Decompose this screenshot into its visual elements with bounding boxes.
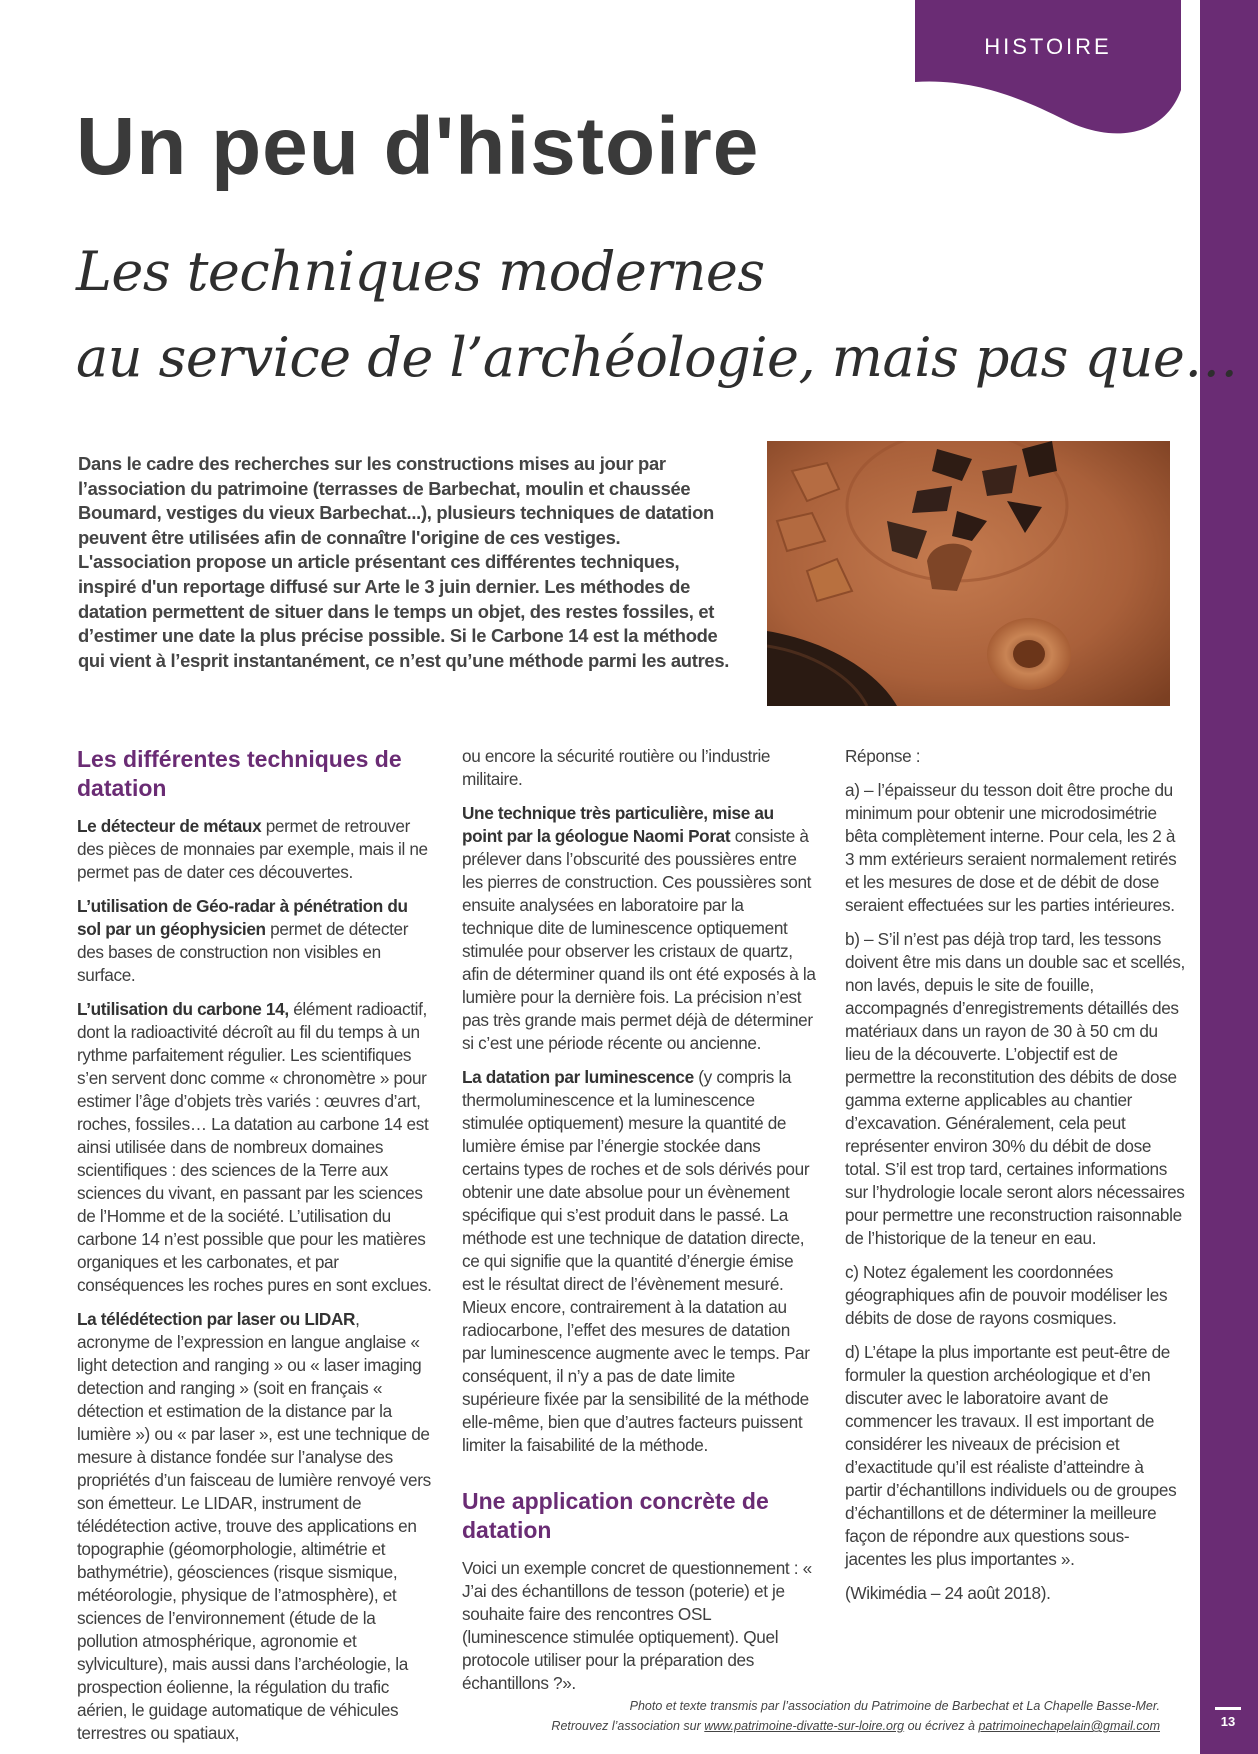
paragraph-text: (y compris la thermoluminescence et la luminescence stimulée optiquement) mesure la quantité de lumière émise par l’énergie stockée dans certains types de roches et de sols dérivés pour obtenir une date absolue pour un évènement spécifique qui s’est produit dans le passé. La méthode est une technique de datation directe, ce qui signifie que la quantité d’énergie émise est le résultat direct de l’évènement mesuré. Mieux encore, contrairement à la datation au radiocarbone, l’effet des mesures de datation par luminescence augmente avec le temps. Par conséquent, il n’y a pas de date limite supérieure fixée par la sensibilité de la méthode elle-même, bien que d’autres facteurs puissent limiter la faisabilité de la méthode. bbox=[462, 1067, 810, 1455]
paragraph-carbon14 bbox=[77, 998, 432, 1297]
section-heading-application: Une application concrète de datation bbox=[462, 1488, 769, 1543]
paragraph-answer-d: d) L’étape la plus importante est peut-être de formuler la question archéologique et d’en discuter avec le laboratoire avant de commencer les travaux. Il est important de considérer les niveaux de précision et d’exactitude qu’il est réaliste d’atteindre à partir d’échantillons individuels ou de groupes d’échantillons et de déterminer la meilleure façon de répondre aux questions sous-jacentes les plus importantes ». bbox=[845, 1342, 1177, 1569]
paragraph-luminescence bbox=[462, 1066, 817, 1457]
column-1 bbox=[77, 745, 432, 1754]
email-link[interactable]: patrimoinechapelain@gmail.com bbox=[978, 1719, 1160, 1733]
paragraph-source: (Wikimédia – 24 août 2018). bbox=[845, 1583, 1051, 1603]
paragraph-response-label: Réponse : bbox=[845, 746, 921, 766]
website-link[interactable]: www.patrimoine-divatte-sur-loire.org bbox=[704, 1719, 905, 1733]
footer-contact bbox=[520, 1719, 1160, 1733]
page-number-rule bbox=[1215, 1707, 1241, 1710]
paragraph-metal-detector bbox=[77, 815, 432, 884]
paragraph-lidar-continued: ou encore la sécurité routière ou l’industrie militaire. bbox=[462, 746, 771, 789]
bold-lead: L’utilisation du carbone 14, bbox=[77, 999, 289, 1019]
paragraph-georadar bbox=[77, 895, 432, 987]
paragraph-text: élément radioactif, dont la radioactivité décroît au fil du temps à un rythme parfaitement régulier. Les scientifiques s’en servent donc comme « chronomètre » pour estimer l’âge d’objets très variés : œuvres d’art, roches, fossiles… La datation au carbone 14 est ainsi utilisée dans de nombreux domaines scientifiques : des sciences de la Terre aux sciences du vivant, en passant par les sciences de l’Homme et de la société. L’utilisation du carbone 14 n’est possible que pour les matières organiques et les carbonates, et par conséquences les roches pures en sont exclues. bbox=[77, 999, 432, 1295]
paragraph-example-question: Voici un exemple concret de questionnement : « J’ai des échantillons de tesson (poterie) et je souhaite faire des rencontres OSL (luminescence stimulée optiquement). Quel protocole utiliser pour la préparation des échantillons ?». bbox=[462, 1558, 812, 1693]
paragraph-answer-a: a) – l’épaisseur du tesson doit être proche du minimum pour obtenir une microdosimétrie bêta complètement interne. Pour cela, les 2 à 3 mm extérieurs seraient normalement retirés et les mesures de dose et de débit de dose seraient effectuées sur les parties intérieures. bbox=[845, 780, 1177, 915]
paragraph-text: consiste à prélever dans l’obscurité des poussières entre les pierres de construction. Ces poussières sont ensuite analysées en laboratoire par la technique dite de luminescence optiquement stimulée pour observer les cristaux de quartz, afin de déterminer quand ils ont été exposés à la lumière pour la dernière fois. La précision n’est pas très grande mais permet déjà de déterminer si c’est une période récente ou ancienne. bbox=[462, 826, 816, 1053]
paragraph-answer-c: c) Notez également les coordonnées géographiques afin de pouvoir modéliser les débits de dose de rayons cosmiques. bbox=[845, 1262, 1168, 1328]
intro-paragraph: Dans le cadre des recherches sur les constructions mises au jour par l’association du patrimoine (terrasses de Barbechat, moulin et chaussée Boumard, vestiges du vieux Barbechat...), plusieurs techniques de datation peuvent être utilisées afin de connaître l'origine de ces vestiges. L'association propose un article présentant ces différentes techniques, inspiré d'un reportage diffusé sur Arte le 3 juin dernier. Les méthodes de datation permettent de situer dans le temps un objet, des restes fossiles, et d’estimer une date la plus précise possible. Si le Carbone 14 est la méthode qui vient à l’esprit instantanément, ce n’est qu’une méthode parmi les autres. bbox=[78, 453, 730, 671]
column-3 bbox=[845, 745, 1185, 1616]
paragraph-text: permet de détecter des bases de construction non visibles en surface. bbox=[77, 919, 409, 985]
footer-text: Retrouvez l’association sur bbox=[551, 1719, 705, 1733]
archaeology-photo bbox=[767, 441, 1170, 706]
page-number: 13 bbox=[1220, 1714, 1236, 1729]
bold-lead: L’utilisation de Géo-radar à pénétration du sol par un géophysicien bbox=[77, 896, 408, 939]
side-color-bar bbox=[1200, 0, 1258, 1754]
footer-text: ou écrivez à bbox=[904, 1719, 979, 1733]
paragraph-text: permet de retrouver des pièces de monnaies par exemple, mais il ne permet pas de dater ces découvertes. bbox=[77, 816, 428, 882]
bold-lead: Une technique très particulière, mise au point par la géologue Naomi Porat bbox=[462, 803, 774, 846]
section-tab-label: HISTOIRE bbox=[984, 34, 1112, 59]
paragraph-text: , acronyme de l’expression en langue anglaise « light detection and ranging » ou « laser imaging detection and ranging » (soit en français « détection et estimation de la distance par la lumière ») ou « par laser », est une technique de mesure à distance fondée sur l’analyse des propriétés d’un faisceau de lumière renvoyé vers son émetteur. Le LIDAR, instrument de télédétection active, trouve des applications en topographie (géomorphologie, altimétrie et bathymétrie), géosciences (risque sismique, météorologie, physique de l’atmosphère), et sciences de l’environnement (étude de la pollution atmosphérique, agronomie et sylviculture), mais aussi dans l’archéologie, la prospection éolienne, la régulation du trafic aérien, le guidage automatique de véhicules terrestres ou spatiaux, bbox=[77, 1309, 431, 1743]
section-tab-shape bbox=[915, 0, 1181, 140]
paragraph-lidar bbox=[77, 1308, 432, 1745]
column-2 bbox=[462, 745, 817, 1706]
page-title: Un peu d'histoire bbox=[76, 101, 760, 192]
paragraph-naomi-porat bbox=[462, 802, 817, 1055]
paragraph-answer-b: b) – S’il n’est pas déjà trop tard, les tessons doivent être mis dans un double sac et scellés, non lavés, depuis le site de fouille, accompagnés d’enregistrements détaillés des matériaux dans un rayon de 30 à 50 cm du lieu de la découverte. L’objectif est de permettre la reconstitution des débits de dose gamma externe applicables au chantier d’excavation. Généralement, cela peut représenter environ 30% du débit de dose total. S’il est trop tard, certaines informations sur l’hydrologie locale seront alors nécessaires pour permettre une reconstruction raisonnable de l’historique de la teneur en eau. bbox=[845, 929, 1185, 1248]
section-heading-techniques: Les différentes techniques de datation bbox=[77, 746, 402, 801]
section-tab bbox=[915, 0, 1181, 140]
bold-lead: La télédétection par laser ou LIDAR bbox=[77, 1309, 356, 1329]
footer-credit: Photo et texte transmis par l’association du Patrimoine de Barbechat et La Chapelle Basse-Mer. bbox=[629, 1699, 1160, 1713]
bold-lead: La datation par luminescence bbox=[462, 1067, 694, 1087]
subtitle-line-1: Les techniques modernes bbox=[76, 240, 765, 303]
subtitle-line-2: au service de l’archéologie, mais pas que… bbox=[76, 326, 1238, 389]
bold-lead: Le détecteur de métaux bbox=[77, 816, 262, 836]
